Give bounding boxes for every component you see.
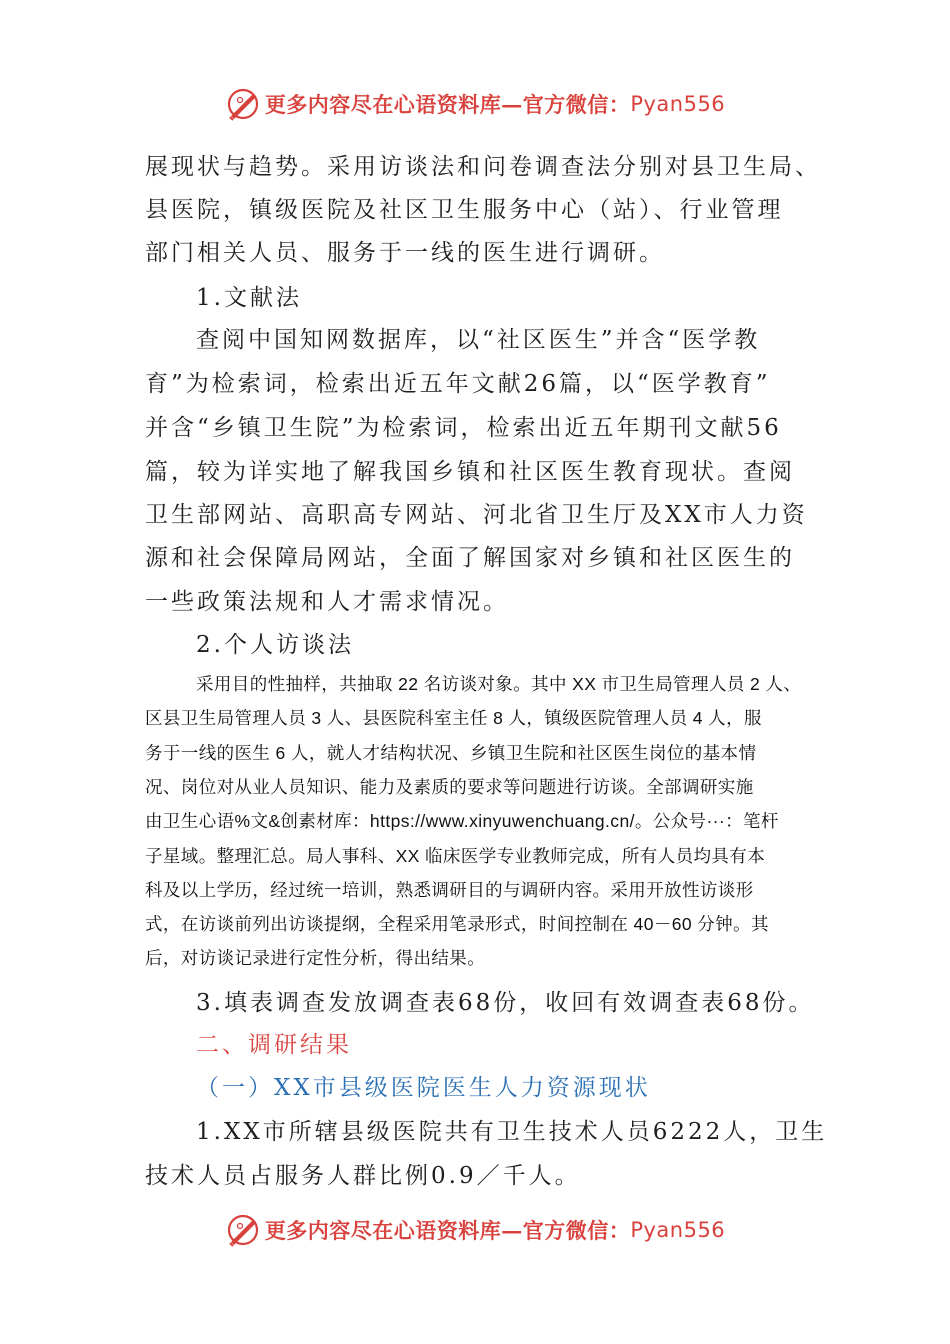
subsection-heading: （一）XX市县级医院医生人力资源现状 bbox=[196, 1075, 651, 1101]
footer-banner bbox=[0, 1210, 950, 1250]
paragraph-line: 采用目的性抽样，共抽取 22 名访谈对象。其中 XX 市卫生局管理人员 2 人、 bbox=[196, 674, 802, 694]
section-heading-literature: 1.文献法 bbox=[196, 285, 302, 311]
text-line: 县医院，镇级医院及社区卫生服务中心（站）、行业管理 bbox=[145, 197, 784, 223]
section-heading-results: 二、调研结果 bbox=[196, 1032, 352, 1058]
header-banner-id: Pyan556 bbox=[630, 92, 726, 116]
paragraph-line: 式，在访谈前列出访谈提纲，全程采用笔录形式，时间控制在 40－60 分钟。其 bbox=[145, 914, 769, 934]
text-line: 技术人员占服务人群比例0.9／千人。 bbox=[145, 1163, 581, 1189]
footer-banner-id: Pyan556 bbox=[630, 1218, 726, 1242]
paragraph-line: 科及以上学历，经过统一培训，熟悉调研目的与调研内容。采用开放性访谈形 bbox=[145, 880, 754, 900]
header-banner-text: 更多内容尽在心语资料库—官方微信： bbox=[264, 92, 631, 117]
text-line: 查阅中国知网数据库，以“社区医生”并含“医学教 bbox=[196, 327, 761, 353]
header-banner bbox=[0, 84, 950, 124]
text-line: 部门相关人员、服务于一线的医生进行调研。 bbox=[145, 240, 665, 266]
text-line: 并含“乡镇卫生院”为检索词，检索出近五年期刊文献56 bbox=[145, 415, 782, 441]
paragraph-line: 务于一线的医生 6 人，就人才结构状况、乡镇卫生院和社区医生岗位的基本情 bbox=[145, 743, 757, 763]
pen-logo-icon bbox=[225, 1212, 261, 1248]
paragraph-line: 子星域。整理汇总。局人事科、XX 临床医学专业教师完成，所有人员均具有本 bbox=[145, 846, 766, 866]
text-line: 一些政策法规和人才需求情况。 bbox=[145, 589, 509, 615]
section-heading-interview: 2.个人访谈法 bbox=[196, 632, 354, 658]
text-line: 卫生部网站、高职高专网站、河北省卫生厅及XX市人力资 bbox=[145, 502, 808, 528]
text-line: 1.XX市所辖县级医院共有卫生技术人员6222人，卫生 bbox=[196, 1119, 828, 1145]
text-line: 篇，较为详实地了解我国乡镇和社区医生教育现状。查阅 bbox=[145, 459, 795, 485]
text-line: 展现状与趋势。采用访谈法和问卷调查法分别对县卫生局、 bbox=[145, 154, 821, 180]
paragraph-line: 区县卫生局管理人员 3 人、县医院科室主任 8 人，镇级医院管理人员 4 人，服 bbox=[145, 708, 762, 728]
pen-logo-icon bbox=[225, 86, 261, 122]
paragraph-line: 后，对访谈记录进行定性分析，得出结果。 bbox=[145, 948, 486, 968]
text-line: 育”为检索词，检索出近五年文献26篇，以“医学教育” bbox=[145, 371, 771, 397]
paragraph-line: 况、岗位对从业人员知识、能力及素质的要求等问题进行访谈。全部调研实施 bbox=[145, 777, 754, 797]
text-line: 3.填表调查发放调查表68份，收回有效调查表68份。 bbox=[196, 990, 815, 1016]
footer-banner-text: 更多内容尽在心语资料库—官方微信： bbox=[264, 1218, 631, 1243]
paragraph-line: 由卫生心语%文&创素材库：https://www.xinyuwenchuang.cn/。公众号···：笔杆 bbox=[145, 811, 779, 831]
text-line: 源和社会保障局网站，全面了解国家对乡镇和社区医生的 bbox=[145, 545, 795, 571]
